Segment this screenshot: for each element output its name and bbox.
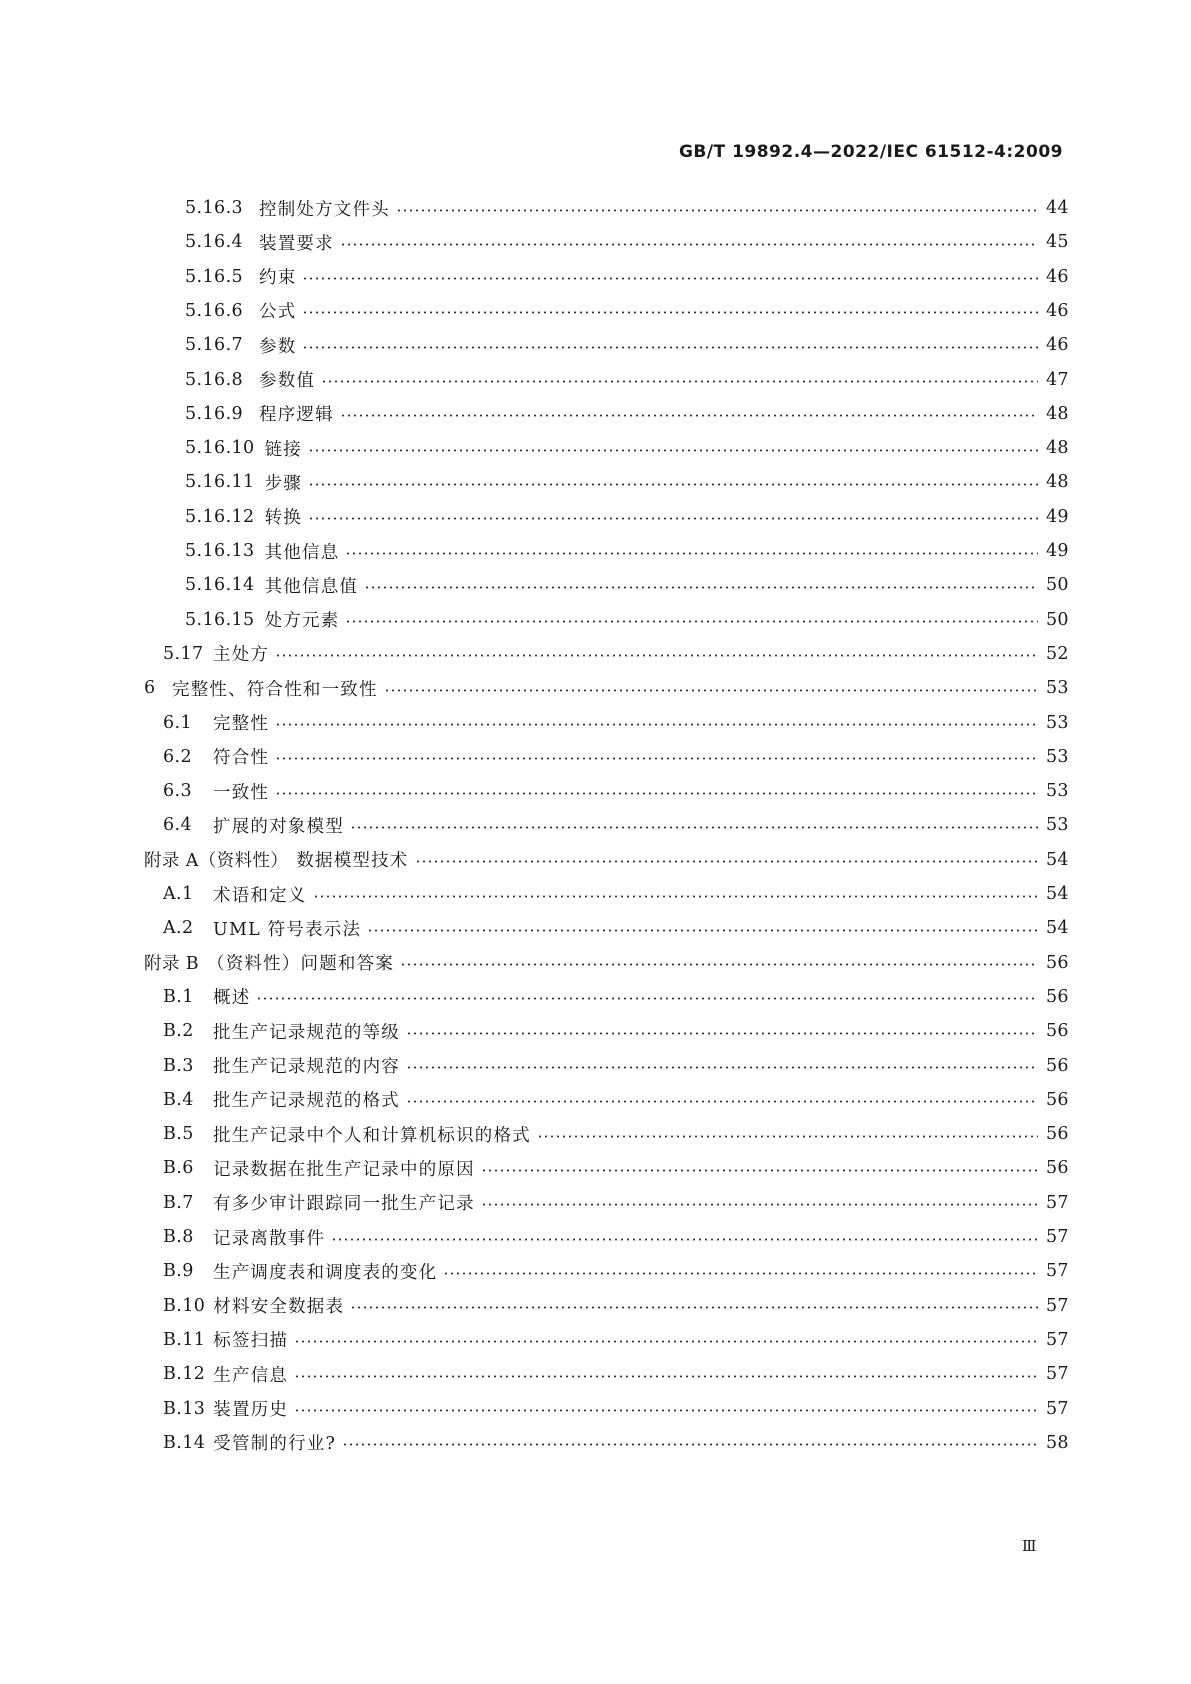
toc-entry-title: 程序逻辑 [259,405,334,426]
toc-entry-title: 数据模型技术 [296,851,409,872]
toc-entry[interactable] [185,396,1068,432]
toc-entry-number: B.2 [163,1021,194,1042]
toc-entry-title: 批生产记录中个人和计算机标识的格式 [213,1125,531,1146]
toc-entry-title: 完整性 [213,714,270,734]
toc-entry-page: 46 [1046,300,1069,321]
toc-entry[interactable] [163,1288,1068,1324]
toc-dot-leader [443,1272,1038,1275]
toc-entry[interactable] [163,739,1068,775]
toc-entry-number: B.13 [163,1398,206,1419]
toc-entry-page: 56 [1046,1055,1069,1076]
toc-dot-leader [294,1409,1038,1412]
toc-entry-page: 57 [1046,1295,1069,1316]
toc-entry-number: 5.16.11 [185,472,255,493]
toc-entry-page: 54 [1046,849,1069,870]
toc-entry-title: 完整性、符合性和一致性 [172,679,378,700]
toc-entry-number: 附录 A（资料性） [144,851,289,872]
toc-entry-title: 步骤 [264,473,303,494]
toc-entry-title: 处方元素 [264,611,340,632]
toc-entry-number: 5.16.3 [185,198,244,218]
toc-entry-title: 控制处方文件头 [259,199,390,220]
toc-entry-page: 48 [1046,438,1069,459]
toc-entry-title: 装置历史 [213,1400,289,1420]
toc-entry-title: 生产信息 [213,1365,289,1386]
toc-entry-title: 批生产记录规范的内容 [213,1057,400,1077]
toc-entry[interactable] [163,1116,1068,1152]
toc-entry[interactable] [185,464,1068,500]
toc-entry-title: 扩展的对象模型 [213,816,344,837]
toc-entry[interactable] [185,327,1068,363]
toc-entry-number: 5.16.5 [185,266,244,287]
toc-entry-page: 45 [1046,232,1069,253]
toc-entry-title: 生产调度表和调度表的变化 [213,1262,438,1283]
toc-dot-leader [275,792,1038,795]
toc-entry-number: 6.2 [163,746,193,767]
toc-entry-page: 48 [1046,472,1069,493]
toc-entry-number: 6.4 [163,815,193,836]
toc-entry-page: 54 [1046,884,1069,904]
toc-dot-leader [345,552,1038,555]
toc-entry-page: 56 [1046,952,1069,973]
toc-dot-leader [364,586,1038,589]
toc-entry-page: 48 [1046,403,1069,424]
toc-entry[interactable] [163,1150,1068,1186]
toc-entry-page: 56 [1046,1158,1069,1179]
toc-entry-page: 53 [1046,746,1069,767]
toc-dot-leader [342,1443,1038,1446]
toc-entry-page: 53 [1046,815,1069,836]
toc-entry-number: B.1 [163,986,194,1007]
toc-entry-page: 57 [1046,1192,1069,1213]
toc-entry-page: 50 [1046,609,1069,630]
toc-entry-title: 受管制的行业? [213,1434,337,1455]
toc-dot-leader [302,277,1038,280]
toc-dot-leader [350,826,1038,829]
toc-entry[interactable] [185,602,1068,638]
toc-entry[interactable] [185,293,1068,329]
toc-entry-page: 47 [1046,369,1069,390]
toc-entry[interactable] [185,362,1068,398]
toc-entry-title: 主处方 [213,645,270,666]
toc-entry[interactable] [163,1082,1068,1118]
toc-entry-number: B.3 [163,1055,194,1076]
toc-dot-leader [256,997,1038,1000]
toc-entry-page: 50 [1046,575,1069,596]
toc-dot-leader [331,1238,1038,1241]
toc-entry-title: 批生产记录规范的等级 [213,1022,400,1043]
toc-entry[interactable] [163,773,1068,809]
toc-entry-number: B.6 [163,1158,194,1179]
toc-entry-number: 6.3 [163,781,193,802]
toc-dot-leader [406,1100,1038,1103]
toc-entry-page: 52 [1046,643,1069,664]
toc-entry-page: 57 [1046,1398,1069,1419]
toc-entry-number: B.4 [163,1089,194,1110]
toc-entry[interactable] [185,533,1068,569]
toc-entry-page: 58 [1046,1432,1069,1453]
toc-dot-leader [537,1135,1038,1138]
toc-dot-leader [384,689,1038,692]
toc-entry[interactable] [185,224,1068,260]
toc-entry-title: 有多少审计跟踪同一批生产记录 [213,1194,475,1215]
toc-entry[interactable] [163,1013,1068,1049]
toc-entry[interactable] [163,876,1068,912]
toc-entry-page: 44 [1046,198,1069,218]
toc-dot-leader [345,620,1038,623]
toc-entry-page: 46 [1046,266,1069,287]
toc-entry[interactable] [163,1185,1068,1221]
toc-entry-title: 符合性 [213,748,270,769]
toc-entry-number: B.14 [163,1432,206,1453]
toc-dot-leader [396,209,1038,212]
toc-entry-page: 56 [1046,1021,1069,1042]
toc-entry-number: B.5 [163,1124,194,1145]
toc-entry-number: B.9 [163,1261,194,1282]
toc-entry-title: 参数值 [259,371,316,391]
toc-dot-leader [302,346,1038,349]
toc-entry-title: 装置要求 [259,233,334,254]
toc-entry-page: 53 [1046,781,1069,802]
toc-dot-leader [275,654,1038,657]
toc-entry-title: （资料性）问题和答案 [207,954,395,975]
toc-entry-title: 其他信息值 [264,576,359,597]
toc-dot-leader [308,483,1038,486]
toc-entry[interactable] [163,910,1068,946]
toc-entry-number: 附录 B [144,954,200,975]
toc-dot-leader [308,449,1038,452]
toc-dot-leader [481,1169,1038,1172]
toc-entry[interactable] [144,842,1068,878]
toc-entry-number: A.2 [163,918,194,939]
toc-dot-leader [340,414,1038,417]
toc-entry[interactable] [163,1219,1068,1255]
toc-entry-title: 约束 [259,268,297,289]
toc-entry-page: 53 [1046,712,1069,733]
toc-entry[interactable] [163,1048,1068,1084]
toc-entry-page: 56 [1046,986,1069,1007]
toc-entry-number: A.1 [163,884,194,904]
toc-entry-page: 56 [1046,1124,1069,1145]
toc-entry-number: 6 [144,678,156,699]
toc-entry[interactable] [185,259,1068,295]
toc-entry[interactable] [163,807,1068,843]
toc-entry-number: B.7 [163,1192,194,1213]
toc-entry-page: 57 [1046,1329,1069,1350]
toc-entry-number: 6.1 [163,712,193,733]
toc-entry-page: 56 [1046,1089,1069,1110]
toc-entry-page: 46 [1046,335,1069,356]
toc-entry-title: UML 符号表示法 [213,919,362,940]
toc-entry-title: 记录离散事件 [213,1228,326,1249]
toc-entry[interactable] [144,945,1068,981]
toc-entry-title: 材料安全数据表 [213,1297,345,1318]
toc-entry-title: 标签扫描 [213,1331,289,1352]
toc-entry[interactable] [185,499,1068,535]
toc-entry-number: B.11 [163,1329,206,1350]
toc-entry-title: 概述 [213,988,251,1009]
toc-entry-number: 5.16.9 [185,403,244,424]
toc-entry-number: 5.16.12 [185,506,255,527]
toc-entry[interactable] [163,1425,1068,1461]
toc-entry-number: 5.16.4 [185,232,244,253]
toc-entry-title: 一致性 [213,782,270,803]
toc-entry-number: 5.16.14 [185,575,255,596]
toc-entry-title: 链接 [264,439,303,460]
toc-entry-page: 57 [1046,1364,1069,1385]
toc-entry-title: 记录数据在批生产记录中的原因 [213,1159,475,1180]
toc-entry-title: 其他信息 [264,542,340,563]
standard-header: GB/T 19892.4—2022/IEC 61512-4:2009 [678,142,1063,162]
toc-entry[interactable] [185,190,1068,226]
toc-entry[interactable] [185,430,1068,466]
toc-entry[interactable] [185,567,1068,603]
toc-entry-title: 批生产记录规范的格式 [213,1091,400,1112]
toc-dot-leader [294,1375,1038,1378]
page-number: Ⅲ [1022,1537,1037,1555]
toc-entry-number: 5.16.6 [185,300,244,321]
toc-entry-number: 5.16.8 [185,369,244,390]
toc-entry-number: 5.16.7 [185,335,244,356]
toc-entry[interactable] [163,636,1068,672]
toc-entry-page: 57 [1046,1261,1069,1282]
toc-entry-number: 5.17 [163,643,204,664]
toc-dot-leader [406,1066,1038,1069]
toc-entry[interactable] [163,1253,1068,1289]
toc-entry-number: 5.16.13 [185,541,255,561]
toc-entry-page: 49 [1046,506,1069,527]
toc-entry[interactable] [163,1391,1068,1427]
toc-entry-number: 5.16.15 [185,609,255,630]
toc-dot-leader [406,1032,1038,1035]
toc-entry-number: B.10 [163,1295,206,1316]
toc-entry-title: 参数 [259,336,297,357]
toc-dot-leader [275,723,1038,726]
toc-dot-leader [481,1203,1038,1206]
toc-entry-number: B.12 [163,1364,206,1385]
toc-entry[interactable] [163,1322,1068,1358]
toc-dot-leader [294,1340,1038,1343]
toc-entry-page: 57 [1046,1227,1069,1247]
toc-entry-number: 5.16.10 [185,438,255,459]
toc-dot-leader [321,380,1038,383]
toc-dot-leader [367,929,1038,932]
toc-entry[interactable] [144,670,1068,706]
toc-dot-leader [400,963,1038,966]
toc-entry[interactable] [163,705,1068,741]
toc-entry-number: B.8 [163,1227,194,1247]
toc-dot-leader [275,757,1038,760]
toc-entry-title: 术语和定义 [213,885,307,906]
toc-dot-leader [313,895,1039,898]
toc-dot-leader [340,243,1038,246]
toc-entry-title: 公式 [259,302,297,323]
toc-dot-leader [415,860,1038,863]
toc-dot-leader [302,311,1038,314]
toc-entry-page: 54 [1046,918,1069,939]
toc-entry-page: 53 [1046,678,1069,699]
toc-entry[interactable] [163,1356,1068,1392]
toc-dot-leader [350,1306,1038,1309]
toc-entry-title: 转换 [264,508,303,529]
toc-entry[interactable] [163,979,1068,1015]
toc-entry-page: 49 [1046,541,1069,561]
toc-dot-leader [308,517,1038,520]
